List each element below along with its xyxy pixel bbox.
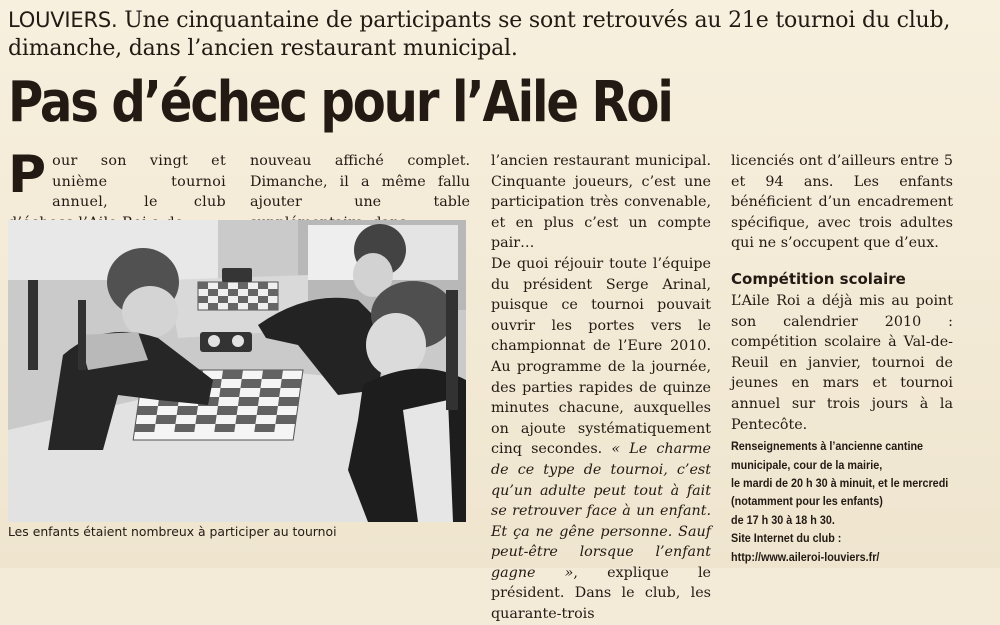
article-lead <box>8 6 993 63</box>
article-photo <box>8 220 466 522</box>
column-3-paragraph-1: l’ancien restaurant municipal. Cinquante joueurs, c’est une participation très convenable, et en plus c’est un compte pair… <box>491 153 711 252</box>
column-3-paragraph-2 <box>491 254 711 625</box>
section-subhead: Compétition scolaire <box>731 269 906 288</box>
practical-info <box>731 437 952 566</box>
column-4-paragraph-2: L’Aile Roi a déjà mis au point son calendrier 2010 : compétition scolaire à Val-de-Reuil en janvier, tournoi de jeunes en mars et tournoi annuel sur trois jours à la Pentecôte. <box>731 292 953 433</box>
club-website: http://www.aileroi-louviers.fr/ <box>731 549 880 564</box>
article-lead-text: Une cinquantaine de participants se sont retrouvés au 21e tournoi du club, dimanche, dans l’ancien restaurant municipal. <box>8 8 951 61</box>
info-line: (notamment pour les enfants) <box>731 494 883 509</box>
info-line: Site Internet du club : <box>731 531 842 546</box>
chess-players-photo <box>8 220 466 522</box>
info-line: Renseignements à l’ancienne cantine <box>731 439 924 454</box>
column-1-text: our son vingt et unième tournoi annuel, le club <box>52 153 226 211</box>
info-line: municipale, cour de la mairie, <box>731 457 883 472</box>
info-line: le mardi de 20 h 30 à minuit, et le mercredi <box>731 475 949 490</box>
dropcap: P <box>8 145 47 205</box>
info-line: de 17 h 30 à 18 h 30. <box>731 512 835 527</box>
column-2-text: nouveau affiché complet. Dimanche, il a même fallu ajouter une table <box>250 153 470 211</box>
column-4-paragraph-1: licenciés ont d’ailleurs entre 5 et 94 ans. Les enfants bénéficient d’un encadrement spécifique, avec trois adultes qui ne s’occupent que d’eux. <box>731 153 953 252</box>
article-column-3 <box>491 151 711 625</box>
column-3-text: De quoi réjouir toute l’équipe du président Serge Arinal, puisque ce tournoi pouvait ouvrir les portes vers le championnat de l’Eure 2010. Au programme de la journée, des parties rapides de quinze minutes chacune, auxquelles on ajoute systématiquement cinq secondes. <box>491 255 711 458</box>
article-kicker: LOUVIERS. <box>8 8 118 32</box>
article-headline: Pas d’échec pour l’Aile Roi <box>8 70 672 135</box>
photo-caption: Les enfants étaient nombreux à participer au tournoi <box>8 524 337 539</box>
president-quote: « Le charme de ce type de tournoi, c’est qu’un adulte peut tout à fait se retrouver face à un enfant. Et ça ne gêne personne. Sauf peut-être lorsque l’enfant gagne » <box>491 441 711 581</box>
column-3-text-end: , explique le président. Dans le club, les quarante-trois <box>491 564 711 623</box>
article-column-4 <box>731 151 953 566</box>
